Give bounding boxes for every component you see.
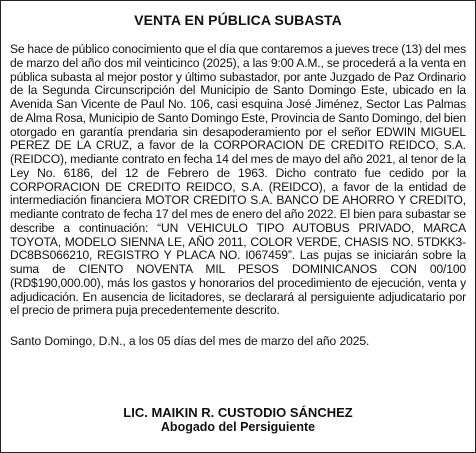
notice-title: VENTA EN PÚBLICA SUBASTA	[134, 12, 342, 28]
signature-role: Abogado del Persiguiente	[160, 420, 316, 434]
notice-body: Se hace de público conocimiento que el día que contaremos a jueves trece (13) del mes de marzo del año dos mil veinticinco (2025), a las 9:00 A.M., se procederá a la venta en pública subasta al mejor postor y último subastador, por ante Juzgado de Paz Ordinario de la Segunda Circunscripción del Municipio de Santo Domingo Este, ubicado en la Avenida San Vicente de Paul No. 106, casi esquina José Jiménez, Sector Las Palmas de Alma Rosa, Municipio de Santo Domingo Este, Provincia de Santo Domingo, del bien otorgado en garantía prendaria sin desapoderamiento por el señor EDWIN MIGUEL PEREZ DE LA CRUZ, a favor de la CORPORACION DE CREDITO REIDCO, S.A. (REIDCO), mediante contrato en fecha 14 del mes de mayo del año 2021, al tenor de la Ley No. 6186, del 12 de Febrero de 1963. Dicho contrato fue cedido por la CORPORACION DE CREDITO REIDCO, S.A. (REIDCO), a favor de la entidad de intermediación financiera MOTOR CREDITO S.A. BANCO DE AHORRO Y CREDITO, mediante contrato de fecha 17 del mes de enero del año 2022. El bien para subastar se describe a continuación: “UN VEHICULO TIPO AUTOBUS PRIVADO, MARCA TOYOTA, MODELO SIENNA LE, AÑO 2011, COLOR VERDE, CHASIS NO. 5TDKK3-DC8BS066210, REGISTRO Y PLACA NO. I067459”. Las pujas se iniciarán sobre la suma de CIENTO NOVENTA MIL PESOS DOMINICANOS CON 00/100 (RD$190,000.00), más los gastos y honorarios del procedimiento de ejecución, venta y adjudicación. En ausencia de licitadores, se declarará al persiguiente adjudicatario por el precio de primera puja precedentemente descrito.	[10, 42, 466, 318]
notice-date-line: Santo Domingo, D.N., a los 05 días del mes de marzo del año 2025.	[10, 334, 370, 348]
signature-block	[1, 405, 475, 435]
signature-name: LIC. MAIKIN R. CUSTODIO SÁNCHEZ	[123, 405, 353, 420]
